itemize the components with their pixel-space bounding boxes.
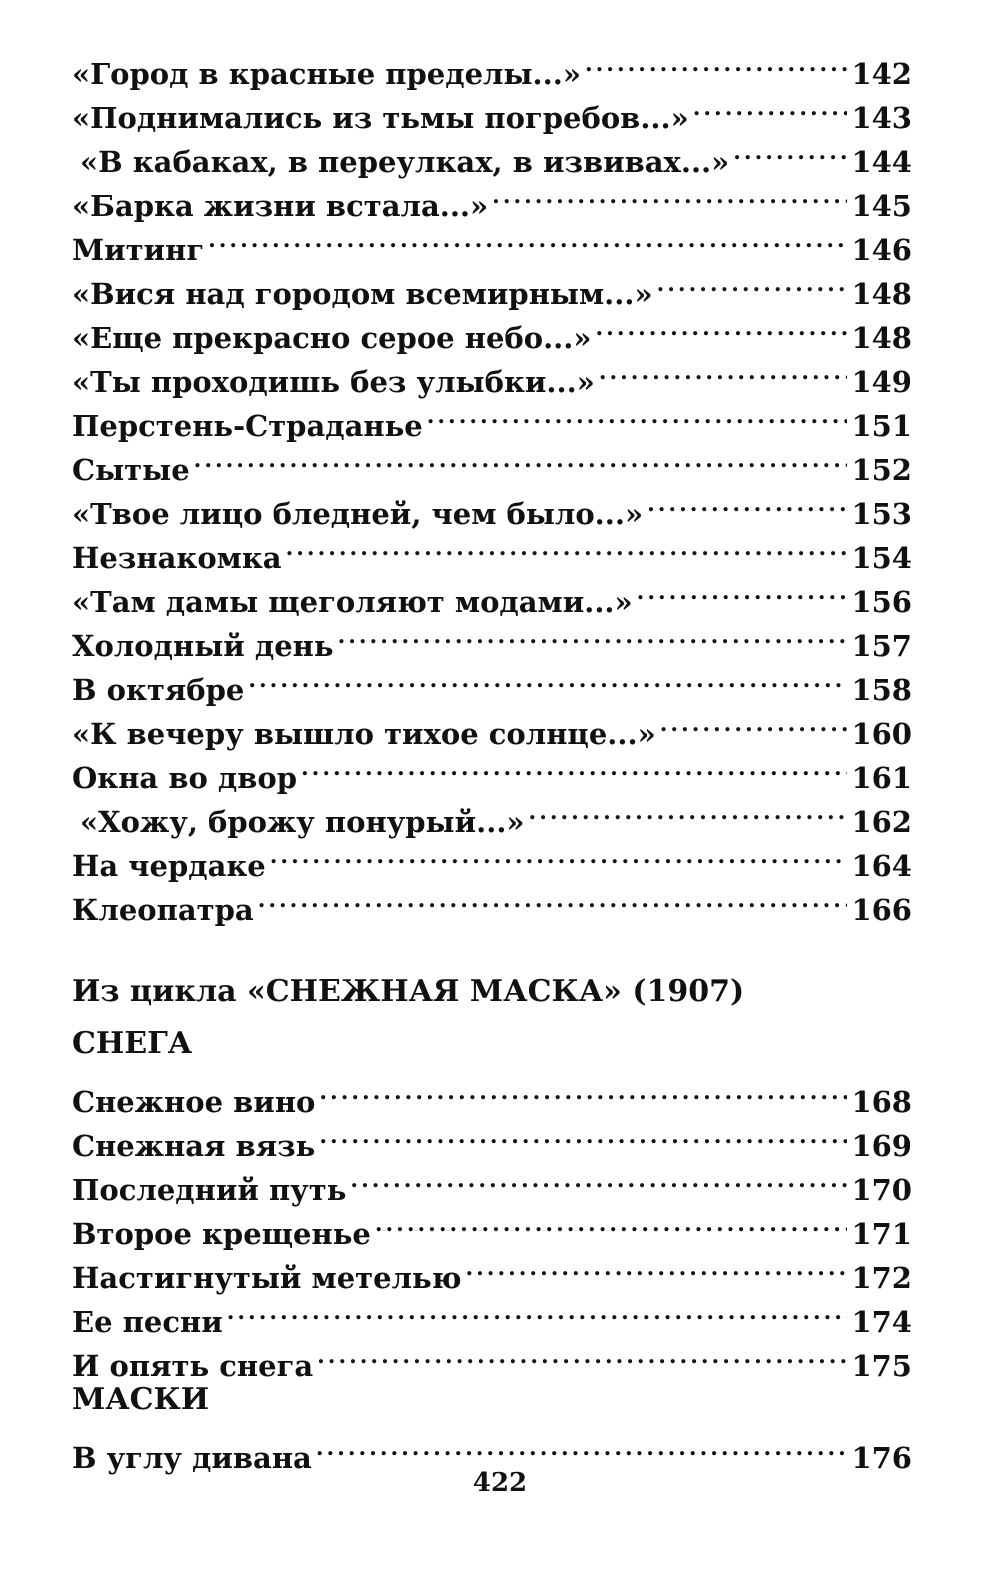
toc-entry-title: Настигнутый метелью — [72, 1261, 462, 1295]
section-heading-maski: МАСКИ — [72, 1382, 210, 1417]
toc-entry-title: «В кабаках, в переулках, в извивах...» — [80, 145, 730, 179]
toc-entry-title: Снежная вязь — [72, 1129, 316, 1163]
toc-entry-page: 154 — [851, 541, 912, 575]
dot-leader — [316, 1424, 848, 1468]
toc-entry-page: 169 — [851, 1129, 912, 1163]
toc-entry — [72, 480, 912, 531]
dot-leader — [657, 260, 848, 304]
dot-leader — [647, 480, 847, 524]
dot-leader — [194, 436, 848, 480]
dot-leader — [693, 84, 848, 128]
dot-leader — [319, 1112, 847, 1156]
dot-leader — [375, 1200, 848, 1244]
dot-leader — [227, 1288, 848, 1332]
toc-entry-title: «Город в красные пределы...» — [72, 57, 581, 91]
toc-entry-title: «Ты проходишь без улыбки...» — [72, 365, 595, 399]
dot-leader — [660, 700, 848, 744]
toc-entry — [72, 40, 912, 91]
dot-leader — [248, 656, 847, 700]
toc-entry-page: 151 — [851, 409, 912, 443]
dot-leader — [270, 832, 848, 876]
toc-entry-title: «Там дамы щеголяют модами...» — [72, 585, 633, 619]
toc-entry-title: «Вися над городом всемирным...» — [72, 277, 653, 311]
toc-entry-title: Ее песни — [72, 1305, 223, 1339]
toc-entry-title: «Поднимались из тьмы погребов...» — [72, 101, 689, 135]
dot-leader — [258, 876, 848, 920]
toc-entry-page: 148 — [851, 277, 912, 311]
toc-entry-title: Митинг — [72, 233, 205, 267]
dot-leader — [319, 1068, 847, 1112]
dot-leader — [465, 1244, 847, 1288]
dot-leader — [208, 216, 847, 260]
toc-entry-page: 172 — [851, 1261, 912, 1295]
toc-entry-page: 146 — [851, 233, 912, 267]
toc-entry — [72, 1068, 912, 1119]
section-heading-snega: СНЕГА — [72, 1026, 193, 1061]
toc-entry-page: 152 — [851, 453, 912, 487]
toc-entry-title: Перстень-Страданье — [72, 409, 423, 443]
dot-leader — [350, 1156, 847, 1200]
cycle-heading: Из цикла «СНЕЖНАЯ МАСКА» (1907) — [72, 974, 745, 1009]
toc-entry-title: Второе крещенье — [72, 1217, 371, 1251]
dot-leader — [585, 40, 847, 84]
toc-entry-page: 153 — [851, 497, 912, 531]
toc-entry-title: «К вечеру вышло тихое солнце...» — [72, 717, 656, 751]
toc-entry-page: 171 — [851, 1217, 912, 1251]
toc-entry-page: 174 — [851, 1305, 912, 1339]
toc-entry-page: 170 — [851, 1173, 912, 1207]
toc-entry-page: 156 — [851, 585, 912, 619]
toc-entry-page: 144 — [851, 145, 912, 179]
toc-entry-title: В углу дивана — [72, 1441, 312, 1475]
toc-entry — [72, 1424, 912, 1475]
toc-entry-page: 148 — [851, 321, 912, 355]
toc-entry-page: 166 — [851, 893, 912, 927]
toc-entry-title: В октябре — [72, 673, 245, 707]
dot-leader — [317, 1332, 847, 1376]
toc-entry-title: «Барка жизни встала...» — [72, 189, 489, 223]
toc-entry-page: 149 — [851, 365, 912, 399]
toc-entry-title: Последний путь — [72, 1173, 347, 1207]
toc-entry-title: На чердаке — [72, 849, 266, 883]
toc-entry-title: Незнакомка — [72, 541, 282, 575]
toc-entry-title: «Твое лицо бледней, чем было...» — [72, 497, 644, 531]
dot-leader — [637, 568, 848, 612]
toc-entry — [72, 436, 912, 487]
toc-entry-title: Снежное вино — [72, 1085, 316, 1119]
toc-entry-page: 142 — [851, 57, 912, 91]
toc-entry-title: Холодный день — [72, 629, 334, 663]
toc-entry-page: 168 — [851, 1085, 912, 1119]
table-of-contents — [72, 40, 912, 1475]
dot-leader — [596, 304, 848, 348]
toc-entry-page: 158 — [851, 673, 912, 707]
toc-entry-page: 162 — [851, 805, 912, 839]
dot-leader — [427, 392, 848, 436]
dot-leader — [492, 172, 847, 216]
dot-leader — [301, 744, 847, 788]
toc-entry-title: Окна во двор — [72, 761, 298, 795]
toc-entry-page: 175 — [851, 1349, 912, 1383]
toc-entry-title: И опять снега — [72, 1349, 314, 1383]
toc-entry-page: 157 — [851, 629, 912, 663]
toc-entry-title: «Хожу, брожу понурый...» — [80, 805, 525, 839]
toc-entry-page: 176 — [851, 1441, 912, 1475]
dot-leader — [338, 612, 848, 656]
toc-entry-title: Сытые — [72, 453, 190, 487]
page-number: 422 — [472, 1468, 528, 1498]
toc-entry-page: 161 — [851, 761, 912, 795]
toc-entry-title: «Еще прекрасно серое небо...» — [72, 321, 592, 355]
dot-leader — [599, 348, 848, 392]
dot-leader — [529, 788, 848, 832]
dot-leader — [733, 128, 847, 172]
toc-entry-page: 143 — [851, 101, 912, 135]
toc-entry-page: 145 — [851, 189, 912, 223]
toc-entry-title: Клеопатра — [72, 893, 254, 927]
dot-leader — [286, 524, 848, 568]
toc-entry-page: 164 — [851, 849, 912, 883]
toc-entry-page: 160 — [851, 717, 912, 751]
